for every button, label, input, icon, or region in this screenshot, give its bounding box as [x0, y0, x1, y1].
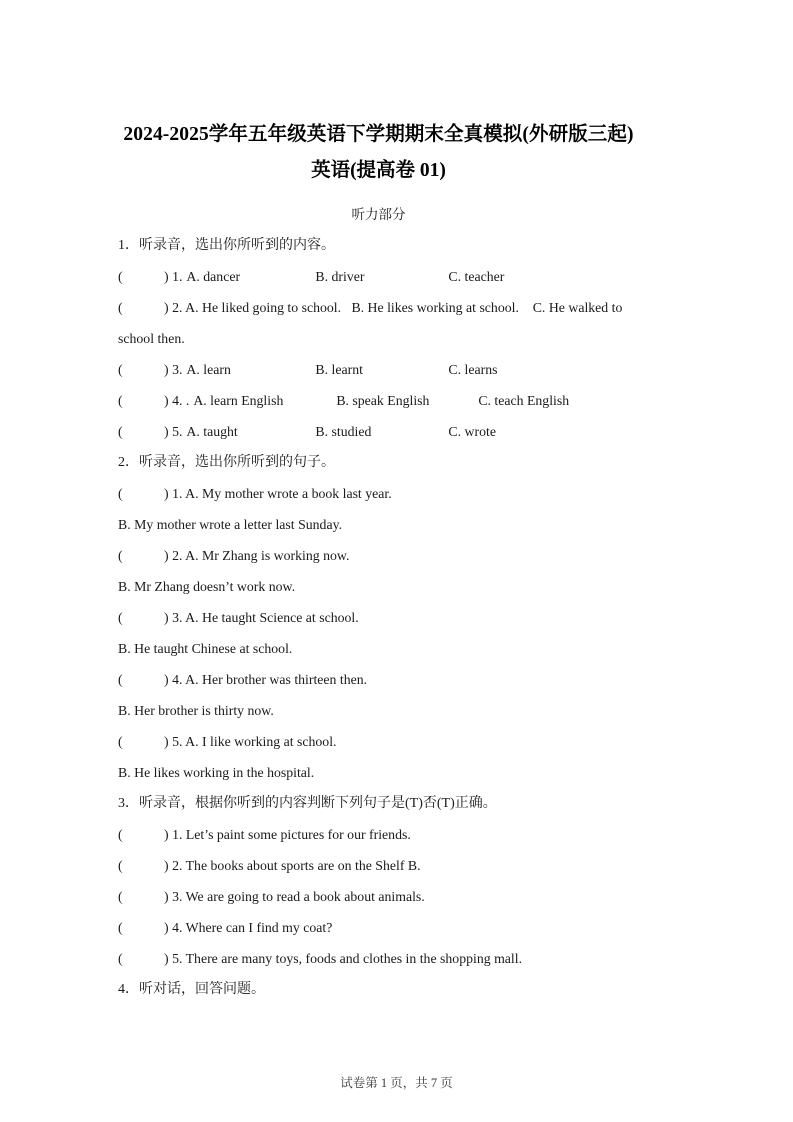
- statement-text: There are many toys, foods and clothes in the shopping mall.: [185, 951, 523, 966]
- choice-a[interactable]: A. dancer: [186, 269, 241, 284]
- statement-text: Let’s paint some pictures for our friends.: [185, 827, 411, 842]
- choice-c[interactable]: C. learns: [448, 362, 498, 377]
- choice-b[interactable]: B. He likes working at school.: [351, 300, 519, 315]
- question-item-2-5-choice-b[interactable]: B. He likes working in the hospital.: [118, 765, 315, 780]
- choice-a[interactable]: A. learn: [186, 362, 231, 377]
- answer-blank-2-5[interactable]: [118, 726, 164, 757]
- answer-blank-3-5[interactable]: [118, 943, 164, 974]
- question-item-1-2-continuation: school then.: [118, 331, 185, 346]
- choice-c[interactable]: C. teacher: [448, 269, 505, 284]
- answer-blank-3-1[interactable]: [118, 819, 164, 850]
- page-title-line-2: 英语(提高卷 01): [311, 160, 446, 181]
- item-label: 4.: [172, 920, 183, 935]
- paren-close: ): [164, 548, 169, 563]
- paren-open: (: [118, 951, 123, 966]
- paren-open: (: [118, 889, 123, 904]
- choice-a[interactable]: A. He liked going to school.: [185, 300, 342, 315]
- answer-blank-1-2[interactable]: [118, 292, 164, 323]
- answer-blank-1-4[interactable]: [118, 385, 164, 416]
- section-banner-listening: 听力部分: [351, 207, 406, 222]
- item-label: 5.: [172, 424, 183, 439]
- question-item-2-4-choice-b[interactable]: B. Her brother is thirty now.: [118, 703, 274, 718]
- answer-blank-2-3[interactable]: [118, 602, 164, 633]
- answer-blank-1-3[interactable]: [118, 354, 164, 385]
- choice-a[interactable]: A. He taught Science at school.: [185, 610, 359, 625]
- question-item-1-3: [118, 354, 639, 385]
- question-heading-3: 3．听录音，根据你听到的内容判断下列句子是(T)否(T)正确。: [118, 796, 497, 811]
- item-label: 4. .: [172, 393, 190, 408]
- answer-blank-2-2[interactable]: [118, 540, 164, 571]
- question-heading-2: 2．听录音，选出你所听到的句子。: [118, 455, 335, 470]
- choice-b[interactable]: B. speak English: [336, 393, 430, 408]
- paren-open: (: [118, 734, 123, 749]
- paren-close: ): [164, 486, 169, 501]
- paren-open: (: [118, 362, 123, 377]
- document-content: [118, 118, 639, 1005]
- item-label: 3.: [172, 362, 183, 377]
- paren-close: ): [164, 889, 169, 904]
- item-label: 5.: [172, 951, 183, 966]
- question-item-1-4: [118, 385, 639, 416]
- question-item-2-1: [118, 478, 639, 509]
- question-item-2-2: [118, 540, 639, 571]
- choice-b[interactable]: B. driver: [315, 269, 365, 284]
- question-heading-1: 1．听录音，选出你所听到的内容。: [118, 238, 335, 253]
- choice-c[interactable]: C. teach English: [478, 393, 570, 408]
- question-item-3-2: [118, 850, 639, 881]
- item-label: 3.: [172, 610, 183, 625]
- question-heading-4: 4．听对话，回答问题。: [118, 982, 265, 997]
- item-label: 1.: [172, 486, 183, 501]
- paren-open: (: [118, 269, 123, 284]
- statement-text: We are going to read a book about animals.: [185, 889, 425, 904]
- statement-text: Where can I find my coat?: [185, 920, 333, 935]
- paren-close: ): [164, 362, 169, 377]
- choice-a[interactable]: A. taught: [186, 424, 238, 439]
- question-item-2-2-choice-b[interactable]: B. Mr Zhang doesn’t work now.: [118, 579, 296, 594]
- item-label: 1.: [172, 269, 183, 284]
- answer-blank-1-1[interactable]: [118, 261, 164, 292]
- question-item-3-4: [118, 912, 639, 943]
- choice-a[interactable]: A. My mother wrote a book last year.: [185, 486, 392, 501]
- paren-open: (: [118, 486, 123, 501]
- item-label: 4.: [172, 672, 183, 687]
- answer-blank-2-1[interactable]: [118, 478, 164, 509]
- paren-open: (: [118, 920, 123, 935]
- choice-c[interactable]: C. He walked to: [532, 300, 623, 315]
- page-title-line-1: 2024-2025学年五年级英语下学期期末全真模拟(外研版三起): [123, 124, 634, 145]
- choice-a[interactable]: A. Her brother was thirteen then.: [185, 672, 368, 687]
- paren-open: (: [118, 610, 123, 625]
- question-item-1-1: [118, 261, 639, 292]
- question-item-3-1: [118, 819, 639, 850]
- paren-close: ): [164, 827, 169, 842]
- choice-a[interactable]: A. I like working at school.: [185, 734, 337, 749]
- paren-close: ): [164, 734, 169, 749]
- paren-close: ): [164, 672, 169, 687]
- choice-b[interactable]: B. studied: [315, 424, 372, 439]
- paren-open: (: [118, 424, 123, 439]
- question-item-2-3: [118, 602, 639, 633]
- paren-close: ): [164, 858, 169, 873]
- question-item-3-3: [118, 881, 639, 912]
- question-item-1-2: [118, 292, 639, 323]
- paren-open: (: [118, 393, 123, 408]
- paren-close: ): [164, 393, 169, 408]
- question-item-2-3-choice-b[interactable]: B. He taught Chinese at school.: [118, 641, 293, 656]
- page-footer: 试卷第 1 页，共 7 页: [340, 1076, 453, 1090]
- choice-c[interactable]: C. wrote: [448, 424, 496, 439]
- choice-a[interactable]: A. learn English: [193, 393, 284, 408]
- paren-close: ): [164, 269, 169, 284]
- item-label: 2.: [172, 300, 183, 315]
- paren-open: (: [118, 672, 123, 687]
- paren-open: (: [118, 548, 123, 563]
- paren-close: ): [164, 300, 169, 315]
- paren-close: ): [164, 424, 169, 439]
- paren-open: (: [118, 858, 123, 873]
- answer-blank-2-4[interactable]: [118, 664, 164, 695]
- question-item-2-4: [118, 664, 639, 695]
- item-label: 2.: [172, 858, 183, 873]
- item-label: 5.: [172, 734, 183, 749]
- item-label: 2.: [172, 548, 183, 563]
- question-item-3-5: [118, 943, 639, 974]
- question-item-2-5: [118, 726, 639, 757]
- choice-b[interactable]: B. learnt: [315, 362, 363, 377]
- answer-blank-3-3[interactable]: [118, 881, 164, 912]
- answer-blank-3-2[interactable]: [118, 850, 164, 881]
- paren-open: (: [118, 300, 123, 315]
- item-label: 1.: [172, 827, 183, 842]
- item-label: 3.: [172, 889, 183, 904]
- paren-close: ): [164, 920, 169, 935]
- answer-blank-1-5[interactable]: [118, 416, 164, 447]
- paren-open: (: [118, 827, 123, 842]
- answer-blank-3-4[interactable]: [118, 912, 164, 943]
- paren-close: ): [164, 610, 169, 625]
- choice-a[interactable]: A. Mr Zhang is working now.: [185, 548, 350, 563]
- statement-text: The books about sports are on the Shelf B.: [185, 858, 421, 873]
- question-item-2-1-choice-b[interactable]: B. My mother wrote a letter last Sunday.: [118, 517, 343, 532]
- paren-close: ): [164, 951, 169, 966]
- question-item-1-5: [118, 416, 639, 447]
